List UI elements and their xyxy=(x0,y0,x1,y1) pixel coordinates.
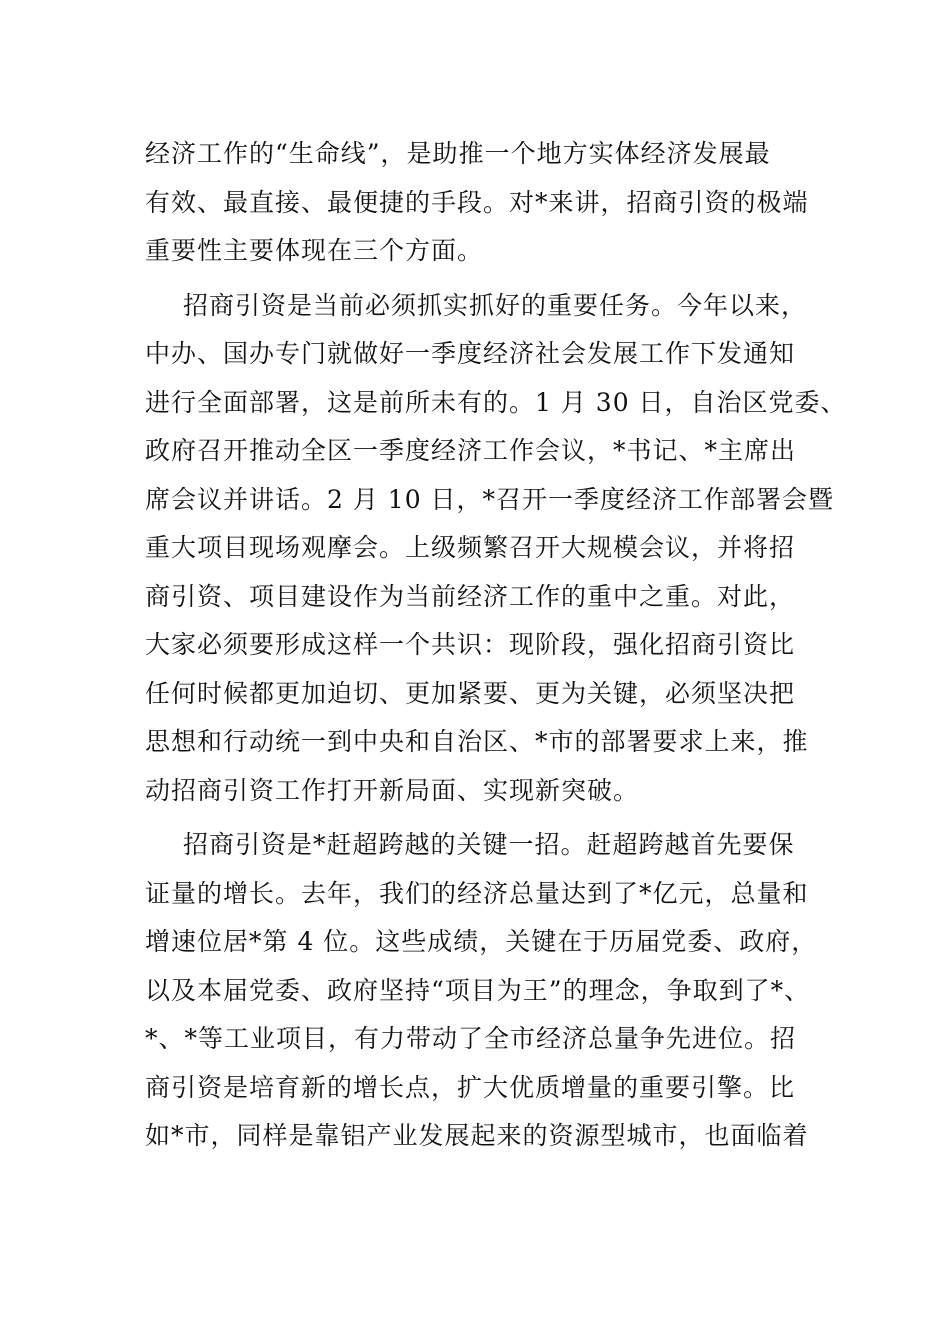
text-line: 招商引资是当前必须抓实抓好的重要任务。今年以来， xyxy=(183,290,808,320)
text-line: 招商引资是*赶超跨越的关键一招。赶超跨越首先要保 xyxy=(183,830,795,859)
text-line: 思想和行动统一到中央和自治区、*市的部署要求上来，推 xyxy=(145,727,809,756)
text-line: 政府召开推动全区一季度经济工作会议，*书记、*主席出 xyxy=(145,436,797,465)
text-line: 重大项目现场观摩会。上级频繁召开大规模会议，并将招 xyxy=(145,533,796,562)
text-line: 增速位居*第 4 位。这些成绩，关键在于历届党委、政府， xyxy=(145,927,818,956)
text-line: 商引资是培育新的增长点，扩大优质增量的重要引擎。比 xyxy=(145,1072,796,1102)
text-line: 席会议并讲话。2 月 10 日，*召开一季度经济工作部署会暨 xyxy=(145,484,835,514)
text-line: 有效、最直接、最便捷的手段。对*来讲，招商引资的极端 xyxy=(145,187,809,217)
text-line: 进行全面部署，这是前所未有的。1 月 30 日，自治区党委、 xyxy=(145,387,847,417)
paragraph xyxy=(145,130,825,276)
text-line: 以及本届党委、政府坚持“项目为王”的理念，争取到了*、 xyxy=(145,975,811,1005)
text-line: 重要性主要体现在三个方面。 xyxy=(145,236,484,265)
text-line: 如*市，同样是靠铝产业发展起来的资源型城市，也面临着 xyxy=(145,1121,809,1150)
document-body xyxy=(145,130,847,1161)
text-line: 商引资、项目建设作为当前经济工作的重中之重。对此， xyxy=(145,581,796,611)
text-line: 大家必须要形成这样一个共识：现阶段，强化招商引资比 xyxy=(145,630,796,659)
text-line: 任何时候都更加迫切、更加紧要、更为关键，必须坚决把 xyxy=(145,678,796,708)
text-line: 证量的增长。去年，我们的经济总量达到了*亿元，总量和 xyxy=(145,878,809,908)
text-line: 动招商引资工作打开新局面、实现新突破。 xyxy=(145,775,640,805)
paragraph xyxy=(145,821,825,1161)
text-line: 中办、国办专门就做好一季度经济社会发展工作下发通知 xyxy=(145,339,796,368)
paragraph xyxy=(145,282,847,816)
text-line: *、*等工业项目，有力带动了全市经济总量争先进位。招 xyxy=(145,1024,797,1053)
text-line: 经济工作的“生命线”，是助推一个地方实体经济发展最 xyxy=(145,139,771,168)
